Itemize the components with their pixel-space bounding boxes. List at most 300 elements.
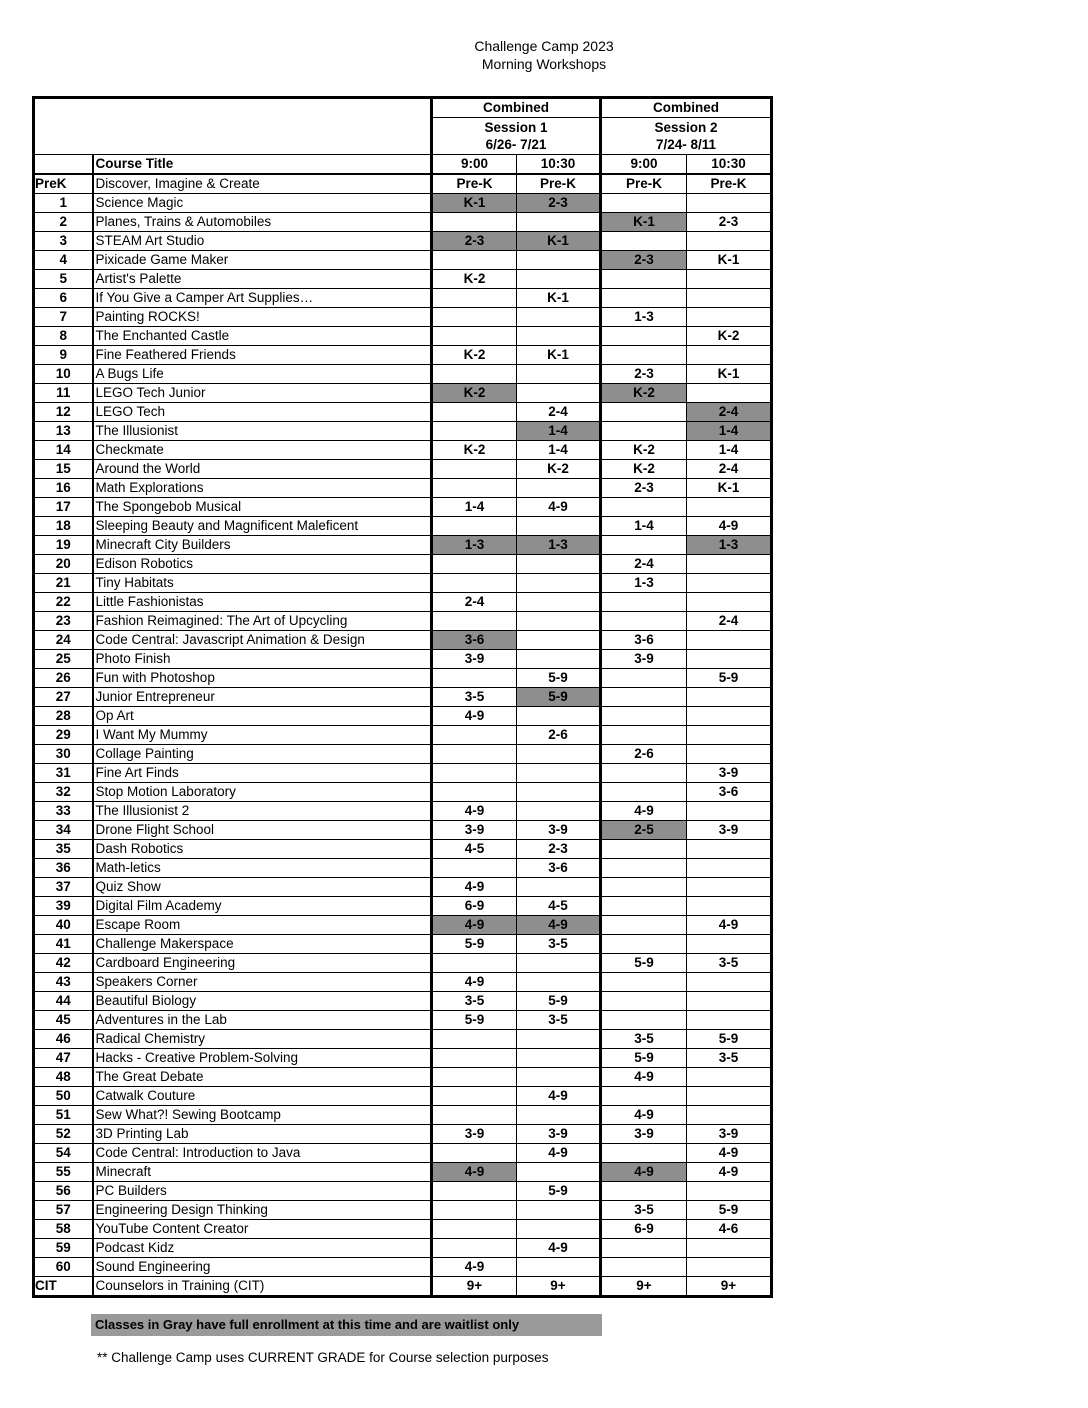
s2-1030-grades: 5-9 [687, 1030, 772, 1049]
course-row [34, 669, 772, 688]
course-title: Code Central: Javascript Animation & Design [93, 631, 432, 650]
s1-9am-grades: 4-9 [432, 1258, 517, 1277]
course-title: Beautiful Biology [93, 992, 432, 1011]
s2-9am-header: 9:00 [601, 155, 687, 175]
course-number: 59 [34, 1239, 93, 1258]
course-row [34, 707, 772, 726]
course-number: 55 [34, 1163, 93, 1182]
course-title: Planes, Trains & Automobiles [93, 213, 432, 232]
course-row [34, 1068, 772, 1087]
s1-9am-grades: 4-5 [432, 840, 517, 859]
course-row [34, 1258, 772, 1277]
s2-1030-grades [687, 726, 772, 745]
s1-1030-grades: 2-4 [517, 403, 601, 422]
s1-9am-grades [432, 327, 517, 346]
course-title: Painting ROCKS! [93, 308, 432, 327]
course-title: Quiz Show [93, 878, 432, 897]
course-row [34, 840, 772, 859]
s2-9am-grades [601, 1087, 687, 1106]
s2-1030-grades [687, 270, 772, 289]
course-title: Fine Art Finds [93, 764, 432, 783]
course-row [34, 992, 772, 1011]
s2-9am-grades [601, 1011, 687, 1030]
course-title: Digital Film Academy [93, 897, 432, 916]
course-number: 50 [34, 1087, 93, 1106]
course-row [34, 821, 772, 840]
course-row [34, 213, 772, 232]
s1-1030-grades: 1-4 [517, 422, 601, 441]
course-row [34, 1144, 772, 1163]
s1-9am-grades [432, 1106, 517, 1125]
s2-9am-grades [601, 612, 687, 631]
s2-1030-grades [687, 973, 772, 992]
s1-9am-grades [432, 460, 517, 479]
s1-9am-grades: 9+ [432, 1277, 517, 1297]
s2-9am-grades: 5-9 [601, 954, 687, 973]
course-title: Checkmate [93, 441, 432, 460]
s1-9am-grades [432, 1239, 517, 1258]
s1-9am-grades [432, 1144, 517, 1163]
s1-1030-grades [517, 1163, 601, 1182]
s2-1030-grades: 3-9 [687, 1125, 772, 1144]
s2-1030-grades [687, 194, 772, 213]
s1-1030-grades [517, 650, 601, 669]
s2-9am-grades: 3-6 [601, 631, 687, 650]
s2-9am-grades [601, 878, 687, 897]
course-row [34, 555, 772, 574]
course-row [34, 1011, 772, 1030]
course-number: 27 [34, 688, 93, 707]
course-title: Counselors in Training (CIT) [93, 1277, 432, 1297]
s1-9am-grades: 3-6 [432, 631, 517, 650]
s2-1030-grades [687, 593, 772, 612]
s1-9am-grades [432, 365, 517, 384]
s2-1030-grades: 2-4 [687, 403, 772, 422]
s1-1030-grades [517, 764, 601, 783]
course-title: Science Magic [93, 194, 432, 213]
s2-1030-grades [687, 688, 772, 707]
s1-1030-grades [517, 1049, 601, 1068]
course-row [34, 174, 772, 194]
course-row [34, 1277, 772, 1297]
course-title: Fun with Photoshop [93, 669, 432, 688]
s1-1030-grades [517, 1030, 601, 1049]
course-number: 52 [34, 1125, 93, 1144]
s1-1030-grades [517, 707, 601, 726]
course-row [34, 289, 772, 308]
course-row [34, 1087, 772, 1106]
course-number: 10 [34, 365, 93, 384]
s1-1030-grades [517, 308, 601, 327]
s2-1030-grades [687, 1106, 772, 1125]
s2-1030-grades: 2-4 [687, 460, 772, 479]
s1-9am-grades [432, 745, 517, 764]
s1-9am-grades [432, 1068, 517, 1087]
s2-9am-grades: 6-9 [601, 1220, 687, 1239]
s2-9am-grades [601, 346, 687, 365]
s1-9am-grades [432, 1201, 517, 1220]
s1-9am-grades [432, 213, 517, 232]
course-number: 39 [34, 897, 93, 916]
s1-9am-grades [432, 289, 517, 308]
s1-1030-grades: 5-9 [517, 669, 601, 688]
course-title: YouTube Content Creator [93, 1220, 432, 1239]
course-row [34, 574, 772, 593]
s1-9am-grades [432, 555, 517, 574]
course-number: 56 [34, 1182, 93, 1201]
session1-combined-label: Combined [432, 98, 601, 118]
s2-9am-grades [601, 973, 687, 992]
course-number: 45 [34, 1011, 93, 1030]
course-number: 2 [34, 213, 93, 232]
s1-1030-grades: K-1 [517, 289, 601, 308]
course-number: 3 [34, 232, 93, 251]
s1-1030-header: 10:30 [517, 155, 601, 175]
s2-9am-grades: 9+ [601, 1277, 687, 1297]
course-number: 32 [34, 783, 93, 802]
course-title: The Illusionist [93, 422, 432, 441]
s1-1030-grades: Pre-K [517, 174, 601, 194]
s2-9am-grades: 2-5 [601, 821, 687, 840]
s1-9am-grades: 5-9 [432, 1011, 517, 1030]
s2-9am-grades: 3-5 [601, 1030, 687, 1049]
s2-9am-grades: 1-3 [601, 574, 687, 593]
course-title: Sleeping Beauty and Magnificent Maleficent [93, 517, 432, 536]
course-number: 18 [34, 517, 93, 536]
course-number: 51 [34, 1106, 93, 1125]
course-number: 26 [34, 669, 93, 688]
s2-1030-grades: K-2 [687, 327, 772, 346]
s1-1030-grades [517, 1258, 601, 1277]
s1-1030-grades [517, 479, 601, 498]
s1-9am-grades [432, 859, 517, 878]
schedule-table [32, 96, 773, 1298]
course-row [34, 859, 772, 878]
course-number: 1 [34, 194, 93, 213]
course-title: Drone Flight School [93, 821, 432, 840]
s2-1030-grades: 1-4 [687, 422, 772, 441]
s2-1030-grades: 3-9 [687, 821, 772, 840]
s1-1030-grades: K-1 [517, 232, 601, 251]
s1-1030-grades [517, 973, 601, 992]
course-row [34, 1201, 772, 1220]
course-row [34, 764, 772, 783]
s1-1030-grades [517, 612, 601, 631]
s2-9am-grades [601, 403, 687, 422]
s1-9am-grades: 4-9 [432, 802, 517, 821]
s1-9am-grades [432, 1087, 517, 1106]
header-blank [34, 98, 432, 155]
course-title: Artist's Palette [93, 270, 432, 289]
course-row [34, 232, 772, 251]
s2-1030-grades [687, 384, 772, 403]
s2-1030-grades [687, 232, 772, 251]
course-number: 5 [34, 270, 93, 289]
course-row [34, 1239, 772, 1258]
s2-9am-grades [601, 859, 687, 878]
s2-1030-grades: 4-9 [687, 1144, 772, 1163]
s2-9am-grades [601, 707, 687, 726]
s2-9am-grades [601, 783, 687, 802]
s2-9am-grades: 2-4 [601, 555, 687, 574]
course-number: 17 [34, 498, 93, 517]
s1-1030-grades: 4-9 [517, 1087, 601, 1106]
s2-1030-grades [687, 289, 772, 308]
course-title: Op Art [93, 707, 432, 726]
s1-9am-grades [432, 422, 517, 441]
s1-9am-grades: 2-3 [432, 232, 517, 251]
s1-1030-grades [517, 327, 601, 346]
s1-1030-grades: K-2 [517, 460, 601, 479]
s2-1030-grades [687, 897, 772, 916]
s1-9am-header: 9:00 [432, 155, 517, 175]
s1-9am-grades: K-2 [432, 270, 517, 289]
s1-9am-grades [432, 669, 517, 688]
s1-1030-grades [517, 1106, 601, 1125]
page-title [0, 37, 1088, 73]
course-title: Fashion Reimagined: The Art of Upcycling [93, 612, 432, 631]
s2-9am-grades [601, 935, 687, 954]
course-number: 46 [34, 1030, 93, 1049]
course-title: Challenge Makerspace [93, 935, 432, 954]
course-title: Engineering Design Thinking [93, 1201, 432, 1220]
course-title: Math Explorations [93, 479, 432, 498]
s2-1030-grades: 3-6 [687, 783, 772, 802]
s2-9am-grades [601, 726, 687, 745]
s2-1030-grades: 4-9 [687, 517, 772, 536]
s1-9am-grades: 4-9 [432, 916, 517, 935]
course-number: 28 [34, 707, 93, 726]
course-row [34, 270, 772, 289]
s1-1030-grades [517, 1220, 601, 1239]
course-number: 33 [34, 802, 93, 821]
s2-1030-grades [687, 1182, 772, 1201]
course-row [34, 973, 772, 992]
s1-1030-grades [517, 954, 601, 973]
s2-1030-grades [687, 631, 772, 650]
course-row [34, 726, 772, 745]
course-title: Junior Entrepreneur [93, 688, 432, 707]
s1-1030-grades: K-1 [517, 346, 601, 365]
course-title: Code Central: Introduction to Java [93, 1144, 432, 1163]
s2-1030-grades [687, 498, 772, 517]
s1-1030-grades: 5-9 [517, 688, 601, 707]
s2-1030-grades [687, 574, 772, 593]
course-number: 24 [34, 631, 93, 650]
s2-9am-grades: K-2 [601, 384, 687, 403]
course-row [34, 650, 772, 669]
s2-1030-grades: K-1 [687, 365, 772, 384]
s1-1030-grades [517, 251, 601, 270]
s2-1030-grades: 1-4 [687, 441, 772, 460]
s1-9am-grades: 4-9 [432, 878, 517, 897]
course-title: Tiny Habitats [93, 574, 432, 593]
course-title: LEGO Tech Junior [93, 384, 432, 403]
course-number: 12 [34, 403, 93, 422]
s1-1030-grades: 4-9 [517, 498, 601, 517]
course-title: Discover, Imagine & Create [93, 174, 432, 194]
s1-1030-grades [517, 1068, 601, 1087]
s2-1030-grades [687, 840, 772, 859]
course-row [34, 1220, 772, 1239]
s1-9am-grades [432, 764, 517, 783]
course-number: 11 [34, 384, 93, 403]
s2-1030-grades [687, 555, 772, 574]
s1-9am-grades [432, 783, 517, 802]
course-number: 37 [34, 878, 93, 897]
s1-1030-grades: 5-9 [517, 1182, 601, 1201]
s1-1030-grades [517, 365, 601, 384]
course-title: PC Builders [93, 1182, 432, 1201]
s2-1030-grades: 3-5 [687, 954, 772, 973]
s2-1030-grades [687, 1068, 772, 1087]
s2-9am-grades [601, 1258, 687, 1277]
s2-9am-grades: 4-9 [601, 802, 687, 821]
course-row [34, 954, 772, 973]
s2-9am-grades: 2-3 [601, 479, 687, 498]
course-number: 47 [34, 1049, 93, 1068]
course-title: Around the World [93, 460, 432, 479]
s2-9am-grades [601, 764, 687, 783]
course-number: PreK [34, 174, 93, 194]
s1-9am-grades [432, 612, 517, 631]
s2-1030-grades: K-1 [687, 251, 772, 270]
course-number: 13 [34, 422, 93, 441]
s2-1030-grades: 5-9 [687, 1201, 772, 1220]
s1-1030-grades: 5-9 [517, 992, 601, 1011]
course-title: STEAM Art Studio [93, 232, 432, 251]
number-header [34, 155, 93, 175]
course-row [34, 327, 772, 346]
course-title: Dash Robotics [93, 840, 432, 859]
s1-1030-grades: 9+ [517, 1277, 601, 1297]
s2-1030-grades: 1-3 [687, 536, 772, 555]
s1-9am-grades: 4-9 [432, 707, 517, 726]
s2-1030-grades [687, 1239, 772, 1258]
course-row [34, 479, 772, 498]
s1-1030-grades: 1-3 [517, 536, 601, 555]
title-line-2: Morning Workshops [481, 56, 607, 72]
course-title: Sound Engineering [93, 1258, 432, 1277]
s2-9am-grades: 3-9 [601, 1125, 687, 1144]
s2-1030-grades: 4-9 [687, 916, 772, 935]
course-title-header: Course Title [93, 155, 432, 175]
course-row [34, 897, 772, 916]
session2-dates: 7/24- 8/11 [655, 137, 717, 152]
s2-9am-grades [601, 1144, 687, 1163]
s2-1030-grades: Pre-K [687, 174, 772, 194]
course-title: Hacks - Creative Problem-Solving [93, 1049, 432, 1068]
s2-9am-grades: K-2 [601, 441, 687, 460]
course-title: Radical Chemistry [93, 1030, 432, 1049]
course-row [34, 384, 772, 403]
s2-9am-grades [601, 327, 687, 346]
s2-1030-grades [687, 878, 772, 897]
s2-9am-grades [601, 840, 687, 859]
course-row [34, 536, 772, 555]
s1-9am-grades [432, 1049, 517, 1068]
s2-1030-grades: 3-9 [687, 764, 772, 783]
course-row [34, 935, 772, 954]
s1-1030-grades: 3-9 [517, 1125, 601, 1144]
course-row [34, 1182, 772, 1201]
s1-9am-grades [432, 308, 517, 327]
course-row [34, 631, 772, 650]
s1-9am-grades: 5-9 [432, 935, 517, 954]
course-row [34, 346, 772, 365]
s1-9am-grades [432, 954, 517, 973]
s2-1030-grades: 9+ [687, 1277, 772, 1297]
s1-1030-grades [517, 555, 601, 574]
s1-9am-grades: 3-5 [432, 688, 517, 707]
course-row [34, 612, 772, 631]
course-row [34, 1163, 772, 1182]
s1-9am-grades: 6-9 [432, 897, 517, 916]
s1-1030-grades: 4-5 [517, 897, 601, 916]
s1-9am-grades: K-2 [432, 384, 517, 403]
s1-1030-grades [517, 270, 601, 289]
course-number: 29 [34, 726, 93, 745]
s2-1030-grades [687, 1258, 772, 1277]
course-row [34, 308, 772, 327]
s2-9am-grades [601, 232, 687, 251]
s1-9am-grades: 2-4 [432, 593, 517, 612]
course-number: 21 [34, 574, 93, 593]
course-number: 44 [34, 992, 93, 1011]
s2-1030-grades [687, 650, 772, 669]
course-title: If You Give a Camper Art Supplies… [93, 289, 432, 308]
s1-1030-grades [517, 878, 601, 897]
s2-1030-grades [687, 308, 772, 327]
course-row [34, 1030, 772, 1049]
course-title: Pixicade Game Maker [93, 251, 432, 270]
course-number: 23 [34, 612, 93, 631]
s2-1030-header: 10:30 [687, 155, 772, 175]
s2-9am-grades [601, 916, 687, 935]
session1-header [432, 118, 601, 155]
course-title: Math-letics [93, 859, 432, 878]
s2-9am-grades [601, 992, 687, 1011]
s2-9am-grades: 3-5 [601, 1201, 687, 1220]
s2-9am-grades: 4-9 [601, 1068, 687, 1087]
s2-9am-grades [601, 1182, 687, 1201]
s2-9am-grades: K-1 [601, 213, 687, 232]
course-number: 54 [34, 1144, 93, 1163]
s1-1030-grades [517, 783, 601, 802]
course-title: The Enchanted Castle [93, 327, 432, 346]
s1-9am-grades [432, 1030, 517, 1049]
course-title: Escape Room [93, 916, 432, 935]
s1-9am-grades: 1-3 [432, 536, 517, 555]
s1-9am-grades [432, 1220, 517, 1239]
course-number: 16 [34, 479, 93, 498]
s2-9am-grades [601, 422, 687, 441]
s1-1030-grades: 2-6 [517, 726, 601, 745]
course-title: Fine Feathered Friends [93, 346, 432, 365]
s1-1030-grades [517, 517, 601, 536]
s1-9am-grades: 3-9 [432, 821, 517, 840]
s2-1030-grades: 4-9 [687, 1163, 772, 1182]
s1-1030-grades: 1-4 [517, 441, 601, 460]
s2-9am-grades [601, 289, 687, 308]
course-row [34, 441, 772, 460]
s1-1030-grades [517, 384, 601, 403]
s1-9am-grades: 4-9 [432, 1163, 517, 1182]
course-number: 36 [34, 859, 93, 878]
s1-1030-grades: 4-9 [517, 916, 601, 935]
course-number: 19 [34, 536, 93, 555]
course-row [34, 802, 772, 821]
